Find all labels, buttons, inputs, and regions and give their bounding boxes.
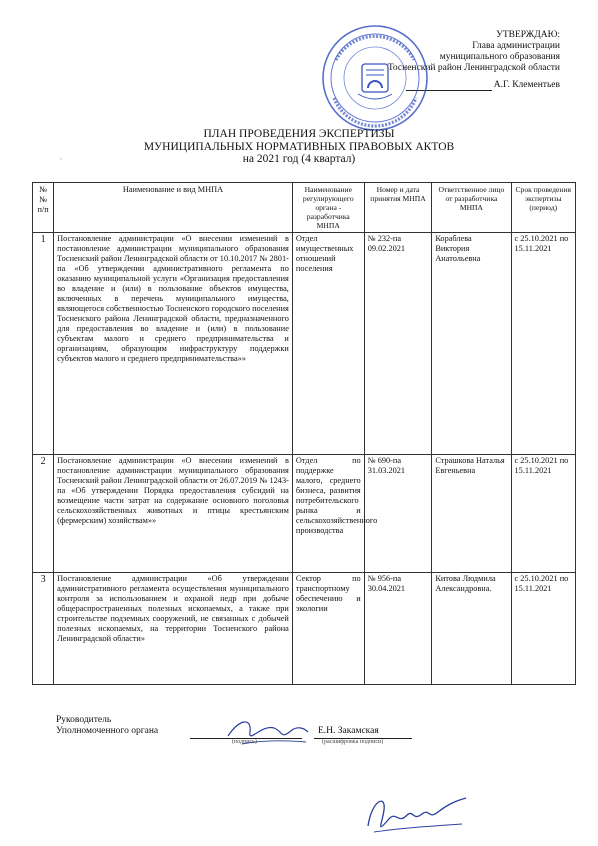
row-term: с 25.10.2021 по 15.11.2021 [511, 455, 575, 573]
header-organ: Наименование регулирующего органа - разработчика МНПА [292, 183, 364, 233]
header-num: № № п/п [33, 183, 54, 233]
scan-mark: ‘ [60, 158, 62, 164]
decode-caption: (расшифровка подписи) [322, 739, 384, 745]
row-term: с 25.10.2021 по 15.11.2021 [511, 573, 575, 685]
approval-region: Тосненский район Ленинградской области [387, 63, 560, 73]
title-line-1: ПЛАН ПРОВЕДЕНИЯ ЭКСПЕРТИЗЫ [203, 128, 395, 140]
row-act-number-date: № 956-па 30.04.2021 [364, 573, 432, 685]
table-row [33, 573, 576, 685]
row-organ: Сектор по транспортному обеспечению и экологии [292, 573, 364, 685]
row-act-name: Постановление администрации «Об утверждении административного регламента осуществления муниципального контроля за использованием и охраной недр при добыче общераспространенных полезных ископаемых, а также при строительстве подземных сооружений, не связанных с добычей полезных ископаемых, на территории Тосненского района Ленинградской области» [54, 573, 293, 685]
title-line-3: на 2021 год (4 квартал) [242, 153, 356, 165]
header-term: Срок проведения экспертизы (период) [511, 183, 575, 233]
header-date: Номер и дата принятия МНПА [364, 183, 432, 233]
row-act-name: Постановление администрации «О внесении изменений в постановление администрации муниципального образования Тосненский район Ленинградской области от 26.07.2019 № 1243-па «Об утверждении Порядка предоставления субсидий на возмещение части затрат на содержание основного поголовья сельскохозяйственных животных и птицы крестьянским (фермерским) хозяйствам»» [54, 455, 293, 573]
title-line-2: МУНИЦИПАЛЬНЫХ НОРМАТИВНЫХ ПРАВОВЫХ АКТОВ [143, 140, 455, 153]
row-organ: Отдел по поддержке малого, среднего бизнеса, развития потребительского рынка и сельскохозяйственного производства [292, 455, 364, 573]
row-responsible-person: Страшкова Наталья Евгеньевна [432, 455, 511, 573]
table-row [33, 455, 576, 573]
row-act-name: Постановление администрации «О внесении изменений в постановление администрации муниципального образования Тосненский район Ленинградской области от 10.10.2017 № 2801-па «Об утверждении административного регламента по оказанию муниципальной услуги «Организация предоставления во владение и (или) в пользование объектов имущества, включенных в перечень муниципального имущества, являющегося собственностью Тосненского городского поселения Тосненского района Ленинградской области, предназначенного для предоставления во владение и (или) в пользование субъектам малого и среднего предпринимательства и организациям, образующим инфраструктуру поддержки субъектов малого и среднего предпринимательства»» [54, 233, 293, 455]
header-person: Ответственное лицо от разработчика МНПА [432, 183, 511, 233]
approval-position: Глава администрации [472, 41, 560, 51]
handwritten-signature [362, 790, 472, 838]
footer-role-line-1: Руководитель [56, 715, 112, 725]
approver-name: А.Г. Клементьев [493, 80, 560, 90]
table-row [33, 233, 576, 455]
official-seal-stamp [318, 22, 432, 134]
footer-role-line-2: Уполномоченного органа [56, 726, 159, 736]
row-act-number-date: № 690-па 31.03.2021 [364, 455, 432, 573]
row-responsible-person: Кораблева Виктория Анатольевна [432, 233, 511, 455]
footer-signatory [56, 715, 158, 737]
row-act-number-date: № 232-па 09.02.2021 [364, 233, 432, 455]
approval-organization: муниципального образования [439, 52, 560, 62]
row-number: 2 [33, 455, 54, 573]
npa-expertise-table [32, 182, 576, 685]
row-term: с 25.10.2021 по 15.11.2021 [511, 233, 575, 455]
row-number: 1 [33, 233, 54, 455]
signatory-name: Е.Н. Закамская [318, 726, 379, 736]
table-header-row [33, 183, 576, 233]
document-title [0, 128, 598, 166]
header-name: Наименование и вид МНПА [54, 183, 293, 233]
row-responsible-person: Китова Людмила Александровна. [432, 573, 511, 685]
row-number: 3 [33, 573, 54, 685]
approval-title: УТВЕРЖДАЮ: [496, 30, 560, 40]
handwritten-signature [222, 714, 310, 750]
signature-caption: (подпись) [232, 739, 257, 745]
row-organ: Отдел имущественных отношений поселения [292, 233, 364, 455]
